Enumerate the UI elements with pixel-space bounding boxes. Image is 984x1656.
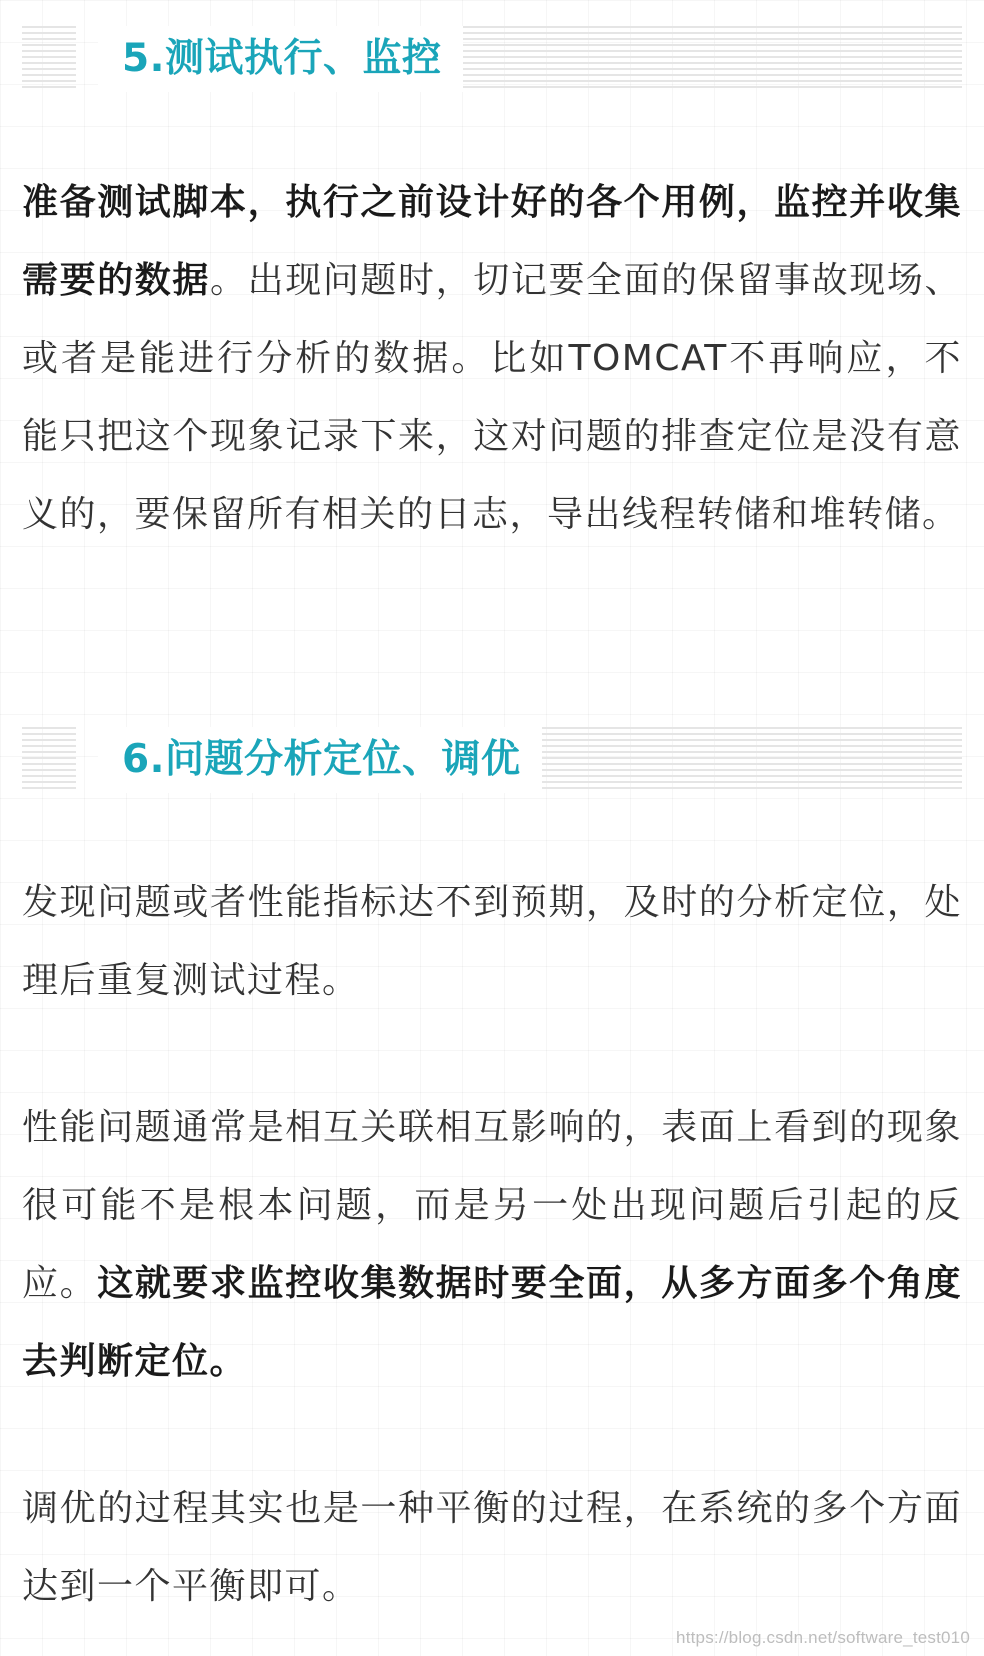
csdn-watermark: https://blog.csdn.net/software_test010	[676, 1628, 970, 1647]
section-5-heading: 5.测试执行、监控	[98, 26, 463, 92]
section-6-p2-text: 性能问题通常是相互关联相互影响的，表面上看到的现象很可能不是根本问题，而是另一处出现问题后引起的反应。	[22, 1107, 962, 1304]
section-6-p2-bold-text: 这就要求监控收集数据时要全面，从多方面多个角度去判断定位。	[22, 1263, 962, 1382]
section-5-bold-text: 准备测试脚本，执行之前设计好的各个用例，监控并收集需要的数据	[22, 182, 962, 301]
section-6-p3-text: 调优的过程其实也是一种平衡的过程，在系统的多个方面达到一个平衡即可。	[22, 1488, 962, 1607]
section-6-paragraph-2	[22, 1089, 962, 1401]
section-5-paragraph	[22, 164, 962, 554]
section-6-heading-bar	[22, 727, 962, 793]
section-5-body-text: 。出现问题时，切记要全面的保留事故现场、或者是能进行分析的数据。比如TOMCAT不再响应，不能只把这个现象记录下来，这对问题的排查定位是没有意义的，要保留所有相关的日志，导出线程转储和堆转储。	[22, 260, 962, 535]
heading-stripes-left	[22, 26, 76, 92]
heading-stripes-right	[542, 727, 962, 793]
section-6-paragraph-3	[22, 1470, 962, 1626]
section-6-heading: 6.问题分析定位、调优	[98, 727, 542, 793]
section-5-heading-bar	[22, 26, 962, 92]
section-6-p1-text: 发现问题或者性能指标达不到预期，及时的分析定位，处理后重复测试过程。	[22, 882, 962, 1001]
heading-stripes-left	[22, 727, 76, 793]
heading-stripes-right	[462, 26, 962, 92]
section-6-paragraph-1	[22, 864, 962, 1020]
